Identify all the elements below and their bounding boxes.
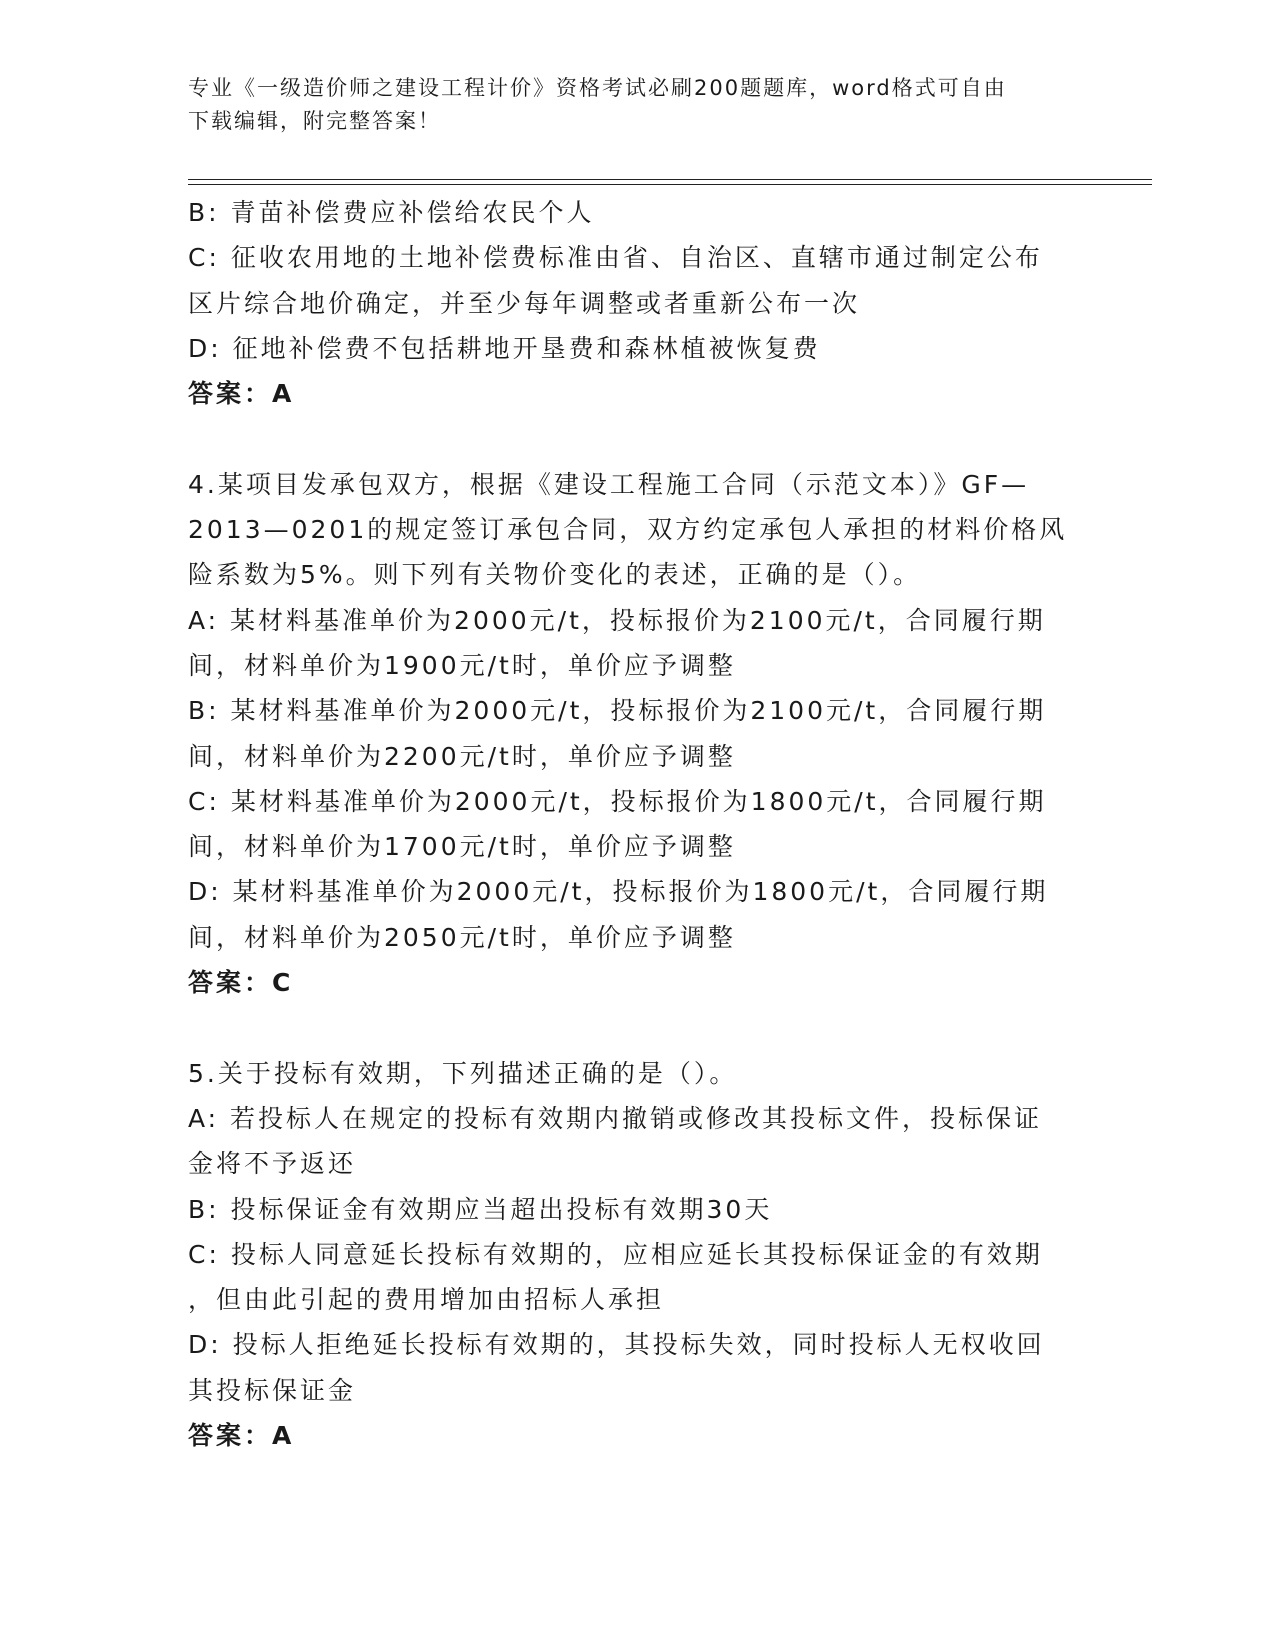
q4-option-b-line-1: B: 某材料基准单价为2000元/t，投标报价为2100元/t，合同履行期: [188, 696, 1047, 726]
q5-stem: 5.关于投标有效期，下列描述正确的是（）。: [188, 1058, 738, 1088]
header-line-2: 下载编辑，附完整答案！: [188, 109, 441, 133]
q5-answer: 答案：A: [188, 1421, 295, 1451]
document-header: [188, 72, 1068, 138]
q5-option-c-line-1: C: 投标人同意延长投标有效期的，应相应延长其投标保证金的有效期: [188, 1239, 1043, 1269]
q4-option-b-line-2: 间，材料单价为2200元/t时，单价应予调整: [188, 741, 736, 771]
q4-option-c-line-2: 间，材料单价为1700元/t时，单价应予调整: [188, 832, 736, 862]
header-line-1: 专业《一级造价师之建设工程计价》资格考试必刷200题题库，word格式可自由: [188, 76, 1007, 100]
q4-option-a-line-2: 间，材料单价为1900元/t时，单价应予调整: [188, 650, 736, 680]
q5-option-d-line-2: 其投标保证金: [188, 1375, 357, 1405]
q4-option-d-line-1: D: 某材料基准单价为2000元/t，投标报价为1800元/t，合同履行期: [188, 877, 1049, 907]
q5-option-c-line-2: ，但由此引起的费用增加由招标人承担: [188, 1285, 665, 1315]
header-rule-bottom: [188, 184, 1152, 185]
q3-option-b: B: 青苗补偿费应补偿给农民个人: [188, 198, 595, 227]
spacer: [188, 416, 1068, 461]
q5-option-a-line-1: A: 若投标人在规定的投标有效期内撤销或修改其投标文件，投标保证: [188, 1103, 1043, 1133]
q5-option-d-line-1: D: 投标人拒绝延长投标有效期的，其投标失效，同时投标人无权收回: [188, 1330, 1045, 1360]
q4-option-a-line-1: A: 某材料基准单价为2000元/t，投标报价为2100元/t，合同履行期: [188, 605, 1046, 635]
q4-option-d-line-2: 间，材料单价为2050元/t时，单价应予调整: [188, 922, 736, 952]
q4-answer: 答案：C: [188, 968, 294, 998]
q4-stem-line-3: 险系数为5%。则下列有关物价变化的表述，正确的是（）。: [188, 560, 922, 590]
q4-stem-line-1: 4.某项目发承包双方，根据《建设工程施工合同（示范文本）》GF—: [188, 469, 1030, 499]
q4-option-c-line-1: C: 某材料基准单价为2000元/t，投标报价为1800元/t，合同履行期: [188, 786, 1047, 816]
q5-option-a-line-2: 金将不予返还: [188, 1149, 357, 1179]
q3-option-d: D: 征地补偿费不包括耕地开垦费和森林植被恢复费: [188, 333, 821, 363]
q4-stem-line-2: 2013—0201的规定签订承包合同，双方约定承包人承担的材料价格风: [188, 515, 1068, 545]
header-rule-top: [188, 179, 1152, 180]
q3-option-c-line-2: 区片综合地价确定，并至少每年调整或者重新公布一次: [188, 288, 861, 318]
q5-option-b: B: 投标保证金有效期应当超出投标有效期30天: [188, 1194, 773, 1224]
spacer: [188, 1005, 1068, 1050]
document-body: [188, 190, 1068, 1458]
q3-answer: 答案：A: [188, 379, 295, 409]
q3-option-c-line-1: C: 征收农用地的土地补偿费标准由省、自治区、直辖市通过制定公布: [188, 243, 1043, 273]
